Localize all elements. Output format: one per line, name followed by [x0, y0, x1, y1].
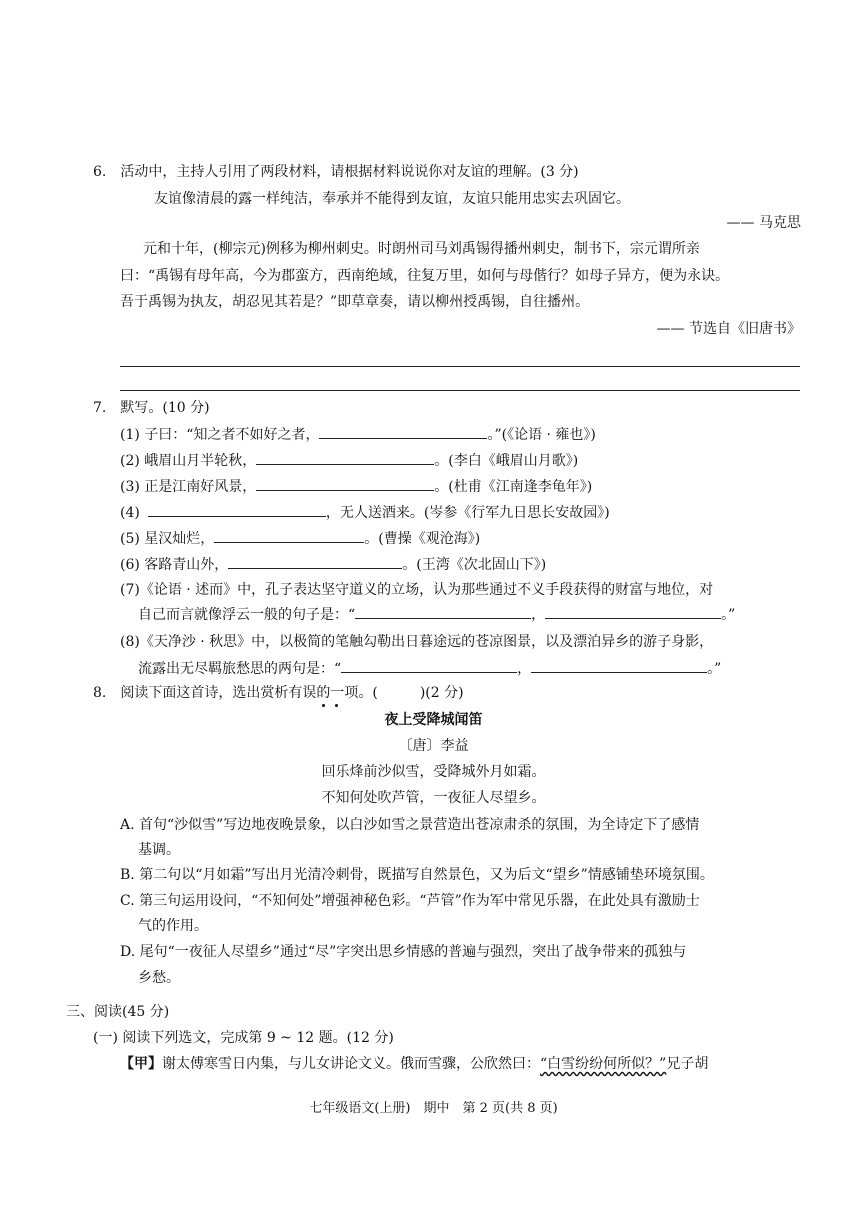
- emphasis-dot-1: [322, 704, 325, 707]
- q7-item-8-lead: 流露出无尽羁旅愁思的两句是：“: [138, 661, 342, 677]
- page-footer: 七年级语文(上册) 期中 第 2 页(共 8 页): [309, 1101, 558, 1116]
- q7-item-2-blank[interactable]: [256, 450, 434, 465]
- q7-item-3-blank[interactable]: [256, 476, 434, 491]
- section-3-sub-heading: (一) 阅读下列选文，完成第 9 ~ 12 题。(12 分): [93, 1030, 394, 1046]
- q7-item-1-blank[interactable]: [319, 424, 487, 439]
- passage-jia: [120, 1054, 708, 1074]
- poem-line-1: 回乐烽前沙似雪，受降城外月如霜。: [321, 764, 546, 780]
- q7-item-7-prompt: (7)《论语 · 述而》中，孔子表达坚守道义的立场，认为那些通过不义手段获得的财富与地位，对: [120, 582, 714, 598]
- q7-item-5-prompt: (5) 星汉灿烂，: [120, 531, 215, 547]
- q6-answer-line-1[interactable]: [120, 366, 800, 367]
- q7-item-7-lead: 自己而言就像浮云一般的句子是：“: [138, 607, 356, 623]
- q7-item-6-source: 。(王湾《次北固山下》): [402, 557, 547, 573]
- q7-item-2-prompt: (2) 峨眉山月半轮秋，: [120, 453, 257, 469]
- q7-item-4-source: ，无人送酒来。(岑参《行军九日思长安故园》): [325, 505, 610, 521]
- q7-item-7-close: 。”: [721, 607, 736, 623]
- q8-option-d-cont: 乡愁。: [138, 970, 180, 986]
- q6-source-marx: —— 马克思: [726, 215, 801, 231]
- q7-item-7-blank-1[interactable]: [355, 604, 531, 619]
- q7-item-8-answer-row: [138, 658, 721, 679]
- q7-item-7-blank-2[interactable]: [545, 604, 721, 619]
- q6-answer-line-2[interactable]: [120, 390, 800, 391]
- q8-option-d[interactable]: D. 尾句“一夜征人尽望乡”通过“尽”字突出思乡情感的普遍与强烈，突出了战争带来的孤独与: [120, 944, 687, 960]
- q7-item-1: [120, 424, 596, 445]
- q7-item-5: [120, 528, 480, 549]
- q7-item-4-blank[interactable]: [148, 502, 326, 517]
- q6-quote-tang-line3: 吾于禹锡为执友，胡忍见其若是？”即草章奏，请以柳州授禹锡，自往播州。: [120, 294, 590, 310]
- q7-item-8-blank-2[interactable]: [531, 658, 707, 673]
- q7-item-7-comma: ，: [531, 607, 546, 623]
- q8-option-c-cont: 气的作用。: [138, 918, 208, 934]
- poem-author: 〔唐〕李益: [398, 738, 469, 754]
- q7-item-8-blank-1[interactable]: [341, 658, 517, 673]
- section-3-heading: 三、阅读(45 分): [66, 1004, 170, 1020]
- q7-item-3-prompt: (3) 正是江南好风景，: [120, 479, 257, 495]
- q6-quote-tang-line2: 曰：“禹锡有母年高，今为郡蛮方，西南绝域，往复万里，如何与母偕行？如母子异方，便为永诀。: [120, 268, 730, 284]
- q8-stem: 8. 阅读下面这首诗，选出赏析有误的一项。( )(2 分): [93, 685, 464, 701]
- q7-item-3: [120, 476, 592, 497]
- q7-item-6: [120, 554, 546, 575]
- q7-stem: 7. 默写。(10 分): [93, 400, 210, 416]
- q8-option-a-cont: 基调。: [138, 842, 180, 858]
- q8-option-b[interactable]: B. 第二句以“月如霜”写出月光清冷刺骨，既描写自然景色，又为后文“望乡”情感铺垫环境氛围。: [120, 867, 714, 883]
- q7-item-5-blank[interactable]: [214, 528, 364, 543]
- q7-item-8-close: 。”: [707, 661, 722, 677]
- q7-item-5-source: 。(曹操《观沧海》): [364, 531, 481, 547]
- q6-quote-marx: 友谊像清晨的露一样纯洁，奉承并不能得到友谊，友谊只能用忠实去巩固它。: [154, 191, 630, 207]
- q6-stem: 6. 活动中，主持人引用了两段材料，请根据材料说说你对友谊的理解。(3 分): [93, 164, 579, 180]
- passage-jia-tag: 【甲】: [120, 1056, 162, 1072]
- q8-option-a[interactable]: A. 首句“沙似雪”写边地夜晚景象，以白沙如雪之景营造出苍凉肃杀的氛围，为全诗定下了感情: [120, 817, 700, 833]
- q6-quote-tang-line1: 元和十年，(柳宗元)例移为柳州刺史。时朗州司马刘禹锡得播州刺史，制书下，宗元谓所亲: [143, 241, 700, 257]
- q7-item-4-prompt: (4): [120, 505, 140, 521]
- q7-item-6-prompt: (6) 客路青山外，: [120, 557, 229, 573]
- q8-option-c[interactable]: C. 第三句运用设问，“不知何处”增强神秘色彩。“芦管”作为军中常见乐器，在此处具有激励士: [120, 893, 700, 909]
- poem-title: 夜上受降城闻笛: [384, 712, 483, 728]
- q7-item-8-prompt: (8)《天净沙 · 秋思》中，以极简的笔触勾勒出日暮途远的苍凉图景，以及漂泊异乡的游子身影，: [120, 634, 714, 650]
- passage-jia-quote: “白雪纷纷何所似？”: [540, 1056, 667, 1072]
- poem-line-2: 不知何处吹芦管，一夜征人尽望乡。: [321, 790, 546, 806]
- q7-item-6-blank[interactable]: [228, 554, 402, 569]
- q7-item-2: [120, 450, 578, 471]
- passage-jia-text: 谢太傅寒雪日内集，与儿女讲论文义。俄而雪骤，公欣然曰：: [162, 1056, 540, 1072]
- q7-item-4: [120, 502, 610, 523]
- q6-source-tang: —— 节选自《旧唐书》: [656, 321, 801, 337]
- q7-item-8-comma: ，: [517, 661, 532, 677]
- q7-item-1-source: 。”(《论语 · 雍也》): [487, 427, 596, 443]
- q7-item-3-source: 。(杜甫《江南逢李龟年》): [434, 479, 593, 495]
- q7-item-1-prompt: (1) 子曰：“知之者不如好之者，: [120, 427, 320, 443]
- passage-jia-tail: 兄子胡: [666, 1056, 709, 1072]
- q7-item-7-answer-row: [138, 604, 735, 625]
- q7-item-2-source: 。(李白《峨眉山月歌》): [434, 453, 579, 469]
- emphasis-dot-2: [335, 704, 338, 707]
